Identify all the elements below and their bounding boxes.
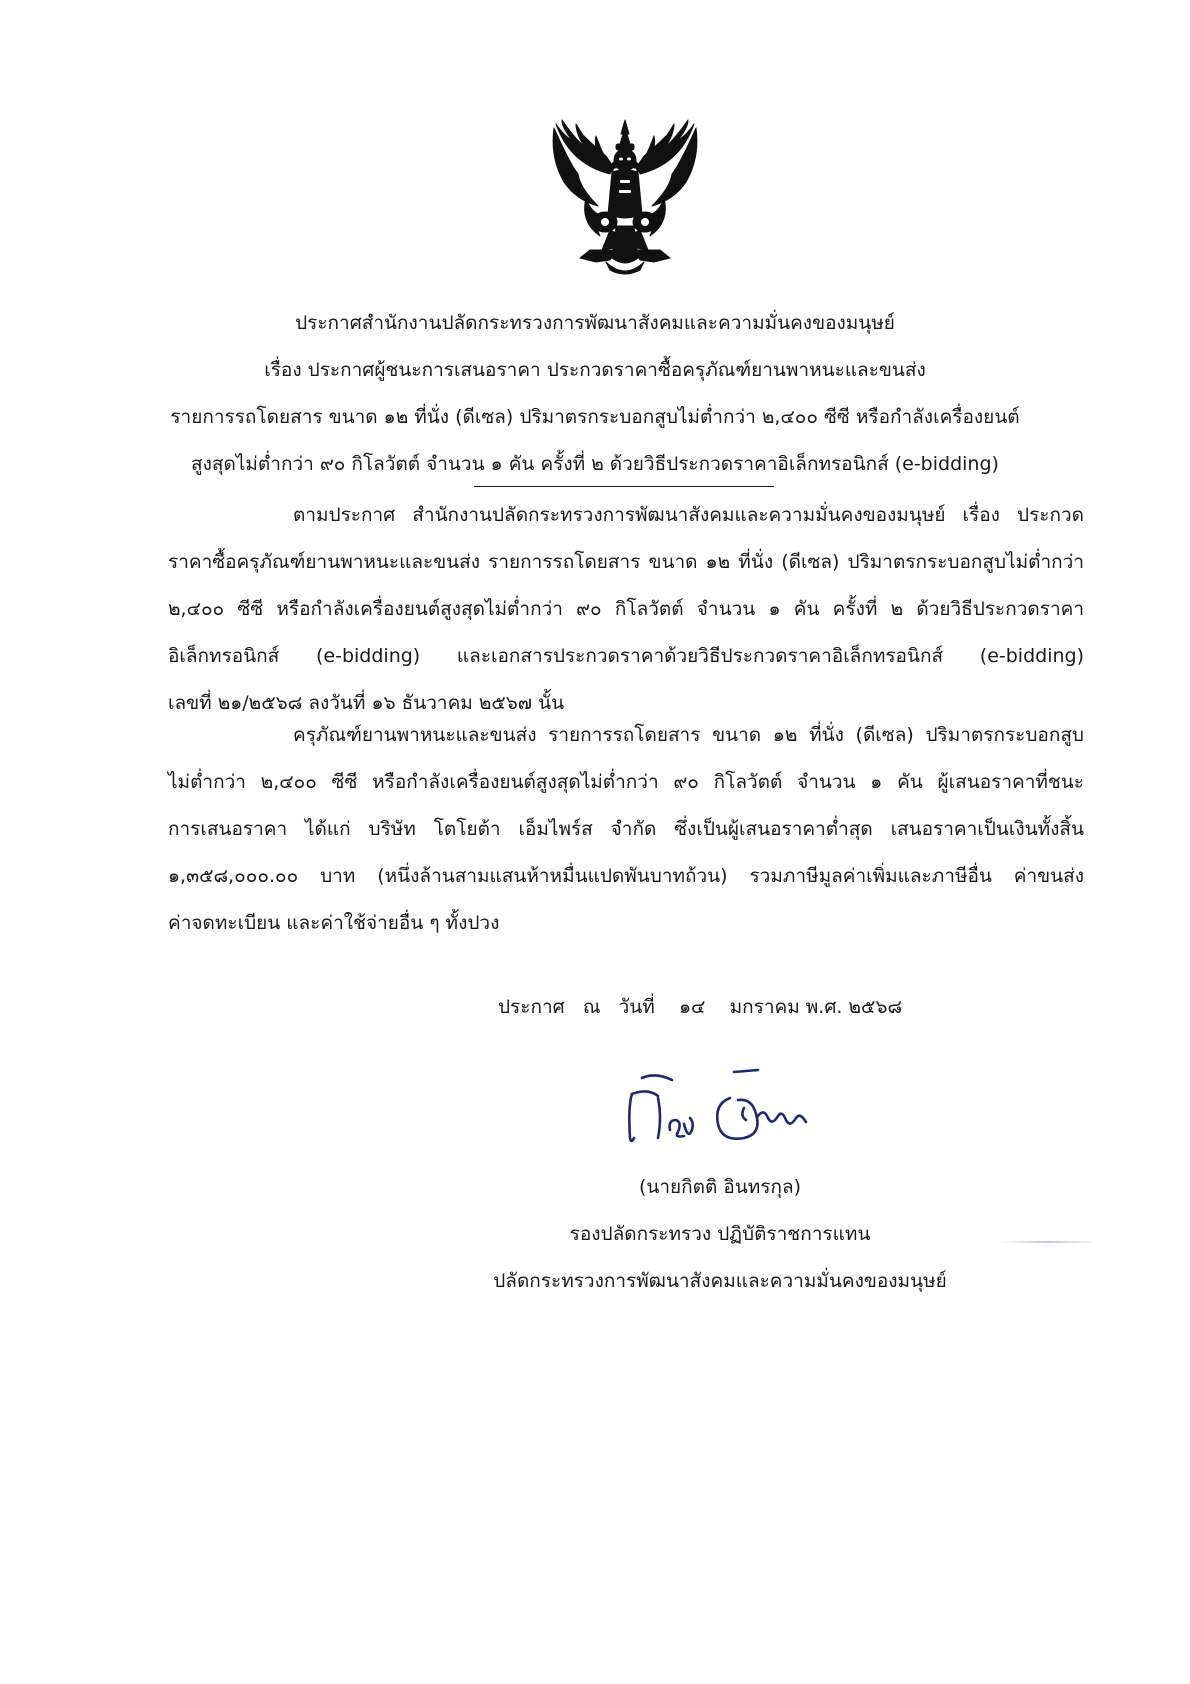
signer-position-2: ปลัดกระทรวงการพัฒนาสังคมและความมั่นคงของมนุษย์: [493, 1270, 947, 1292]
announce-month-year: มกราคม พ.ศ. ๒๕๖๘: [729, 996, 903, 1018]
signer-block: [480, 1164, 960, 1305]
header-line-4: สูงสุดไม่ต่ำกว่า ๙๐ กิโลวัตต์ จำนวน ๑ คัน ครั้งที่ ๒ ด้วยวิธีประกวดราคาอิเล็กทรอนิกส์ (e-bidding): [191, 453, 999, 475]
paragraph-line: ๒,๔๐๐ ซีซี หรือกำลังเครื่องยนต์สูงสุดไม่ต่ำกว่า ๙๐ กิโลวัตต์ จำนวน ๑ คัน ครั้งที่ ๒ ด้วยวิธีประกวดราคา: [168, 598, 1084, 620]
header-line-3: รายการรถโดยสาร ขนาด ๑๒ ที่นั่ง (ดีเซล) ปริมาตรกระบอกสูบไม่ต่ำกว่า ๒,๔๐๐ ซีซี หรือกำลังเครื่องยนต์: [170, 406, 1020, 428]
scan-artifact: [1000, 1241, 1092, 1243]
body-paragraph-1: [168, 492, 1084, 727]
paragraph-line: การเสนอราคา ได้แก่ บริษัท โตโยต้า เอ็มไพร์ส จำกัด ซึ่งเป็นผู้เสนอราคาต่ำสุด เสนอราคาเป็นเงินทั้งสิ้น: [168, 818, 1084, 840]
paragraph-line: ตามประกาศ สำนักงานปลัดกระทรวงการพัฒนาสังคมและความมั่นคงของมนุษย์ เรื่อง ประกวด: [293, 504, 1084, 526]
paragraph-line: ๑,๓๕๘,๐๐๐.๐๐ บาท (หนึ่งล้านสามแสนห้าหมื่นแปดพันบาทถ้วน) รวมภาษีมูลค่าเพิ่มและภาษีอื่น ค่าขนส่ง: [168, 865, 1084, 887]
handwritten-signature-icon: [618, 1058, 858, 1166]
announce-day: ๑๔: [678, 996, 706, 1018]
header-line-1: ประกาศสำนักงานปลัดกระทรวงการพัฒนาสังคมและความมั่นคงของมนุษย์: [295, 312, 895, 334]
paragraph-line: ค่าจดทะเบียน และค่าใช้จ่ายอื่น ๆ ทั้งปวง: [168, 912, 500, 934]
body-paragraph-2: [168, 712, 1084, 947]
header-line-2: เรื่อง ประกาศผู้ชนะการเสนอราคา ประกวดราคาซื้อครุภัณฑ์ยานพาหนะและขนส่ง: [264, 359, 926, 381]
signer-position-1: รองปลัดกระทรวง ปฏิบัติราชการแทน: [569, 1223, 871, 1245]
paragraph-line: อิเล็กทรอนิกส์ (e-bidding) และเอกสารประกวดราคาด้วยวิธีประกวดราคาอิเล็กทรอนิกส์ (e-bidding): [168, 645, 1084, 667]
announce-at: ณ: [582, 996, 601, 1018]
garuda-emblem-icon: [550, 118, 700, 280]
announce-day-label: วันที่: [618, 996, 655, 1018]
announcement-header: [160, 300, 1030, 488]
paragraph-line: ครุภัณฑ์ยานพาหนะและขนส่ง รายการรถโดยสาร ขนาด ๑๒ ที่นั่ง (ดีเซล) ปริมาตรกระบอกสูบ: [293, 724, 1084, 746]
paragraph-line: ราคาซื้อครุภัณฑ์ยานพาหนะและขนส่ง รายการรถโดยสาร ขนาด ๑๒ ที่นั่ง (ดีเซล) ปริมาตรกระบอกสูบไม่ต่ำกว่า: [168, 551, 1084, 573]
announce-prefix: ประกาศ: [498, 996, 565, 1018]
paragraph-line: ไม่ต่ำกว่า ๒,๔๐๐ ซีซี หรือกำลังเครื่องยนต์สูงสุดไม่ต่ำกว่า ๙๐ กิโลวัตต์ จำนวน ๑ คัน ผู้เสนอราคาที่ชนะ: [168, 771, 1084, 793]
paragraph-line: เลขที่ ๒๑/๒๕๖๘ ลงวันที่ ๑๖ ธันวาคม ๒๕๖๗ นั้น: [168, 692, 565, 714]
announcement-date: [498, 992, 902, 1022]
signer-name: (นายกิตติ อินทรกุล): [638, 1176, 802, 1198]
header-divider: [474, 486, 774, 487]
